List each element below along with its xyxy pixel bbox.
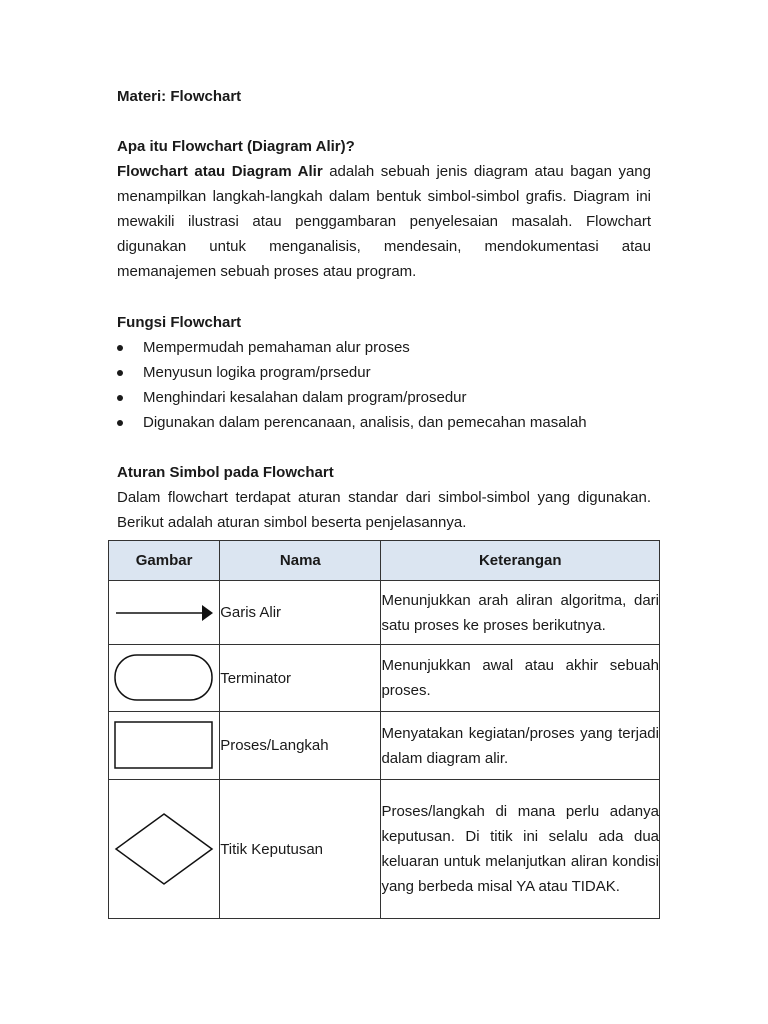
table-row bbox=[109, 712, 660, 780]
arrow-line-icon bbox=[114, 603, 214, 623]
section-functions bbox=[117, 310, 651, 435]
section-symbol-rules bbox=[117, 460, 651, 535]
list-item bbox=[117, 410, 651, 435]
table-header-row bbox=[109, 541, 660, 581]
list-item-text: Menyusun logika program/prsedur bbox=[143, 364, 371, 381]
list-item-text: Mempermudah pemahaman alur proses bbox=[143, 339, 410, 356]
bullet-icon bbox=[117, 370, 123, 376]
symbol-picture-cell bbox=[109, 712, 220, 780]
bullet-icon bbox=[117, 395, 123, 401]
bullet-icon bbox=[117, 345, 123, 351]
table-row bbox=[109, 581, 660, 645]
symbol-name: Terminator bbox=[220, 645, 381, 712]
table-row bbox=[109, 780, 660, 919]
symbol-description: Proses/langkah di mana perlu adanya keputusan. Di titik ini selalu ada dua keluaran untuk melanjutkan aliran kondisi yang berbeda misal YA atau TIDAK. bbox=[381, 780, 660, 919]
symbol-name: Garis Alir bbox=[220, 581, 381, 645]
definition-lead-term: Flowchart atau Diagram Alir bbox=[117, 163, 323, 180]
list-item bbox=[117, 335, 651, 360]
column-header-nama: Nama bbox=[220, 541, 381, 581]
symbol-picture-cell bbox=[109, 645, 220, 712]
column-header-gambar: Gambar bbox=[109, 541, 220, 581]
decision-diamond-icon bbox=[114, 812, 214, 886]
symbol-picture-cell bbox=[109, 581, 220, 645]
symbol-picture-cell bbox=[109, 780, 220, 919]
section-heading-functions: Fungsi Flowchart bbox=[117, 314, 242, 331]
symbol-description: Menyatakan kegiatan/proses yang terjadi dalam diagram alir. bbox=[381, 712, 660, 780]
list-item bbox=[117, 385, 651, 410]
list-item-text: Menghindari kesalahan dalam program/prosedur bbox=[143, 389, 467, 406]
section-heading-definition: Apa itu Flowchart (Diagram Alir)? bbox=[117, 138, 355, 155]
symbol-name: Titik Keputusan bbox=[220, 780, 381, 919]
table-row bbox=[109, 645, 660, 712]
symbol-name: Proses/Langkah bbox=[220, 712, 381, 780]
bullet-icon bbox=[117, 420, 123, 426]
symbol-rules-paragraph: Dalam flowchart terdapat aturan standar dari simbol-simbol yang digunakan. Berikut adalah aturan simbol beserta penjelasannya. bbox=[117, 489, 651, 531]
symbol-table bbox=[108, 540, 660, 919]
process-rectangle-icon bbox=[114, 721, 214, 771]
symbol-description: Menunjukkan arah aliran algoritma, dari satu proses ke proses berikutnya. bbox=[381, 581, 660, 645]
column-header-keterangan: Keterangan bbox=[381, 541, 660, 581]
symbol-description: Menunjukkan awal atau akhir sebuah proses. bbox=[381, 645, 660, 712]
terminator-icon bbox=[114, 654, 214, 702]
definition-text: adalah sebuah jenis diagram atau bagan yang menampilkan langkah-langkah dalam bentuk simbol-simbol grafis. Diagram ini mewakili ilustrasi atau penggambaran penyelesaian masalah. Flowchart digunakan untuk menganalisis, mendesain, mendokumentasi atau memanajemen sebuah proses atau program. bbox=[117, 163, 651, 280]
document-title: Materi: Flowchart bbox=[117, 88, 242, 105]
section-heading-symbol-rules: Aturan Simbol pada Flowchart bbox=[117, 464, 334, 481]
list-item bbox=[117, 360, 651, 385]
definition-paragraph bbox=[117, 159, 651, 284]
section-definition bbox=[117, 134, 651, 284]
functions-list bbox=[117, 335, 651, 435]
list-item-text: Digunakan dalam perencanaan, analisis, dan pemecahan masalah bbox=[143, 414, 587, 431]
